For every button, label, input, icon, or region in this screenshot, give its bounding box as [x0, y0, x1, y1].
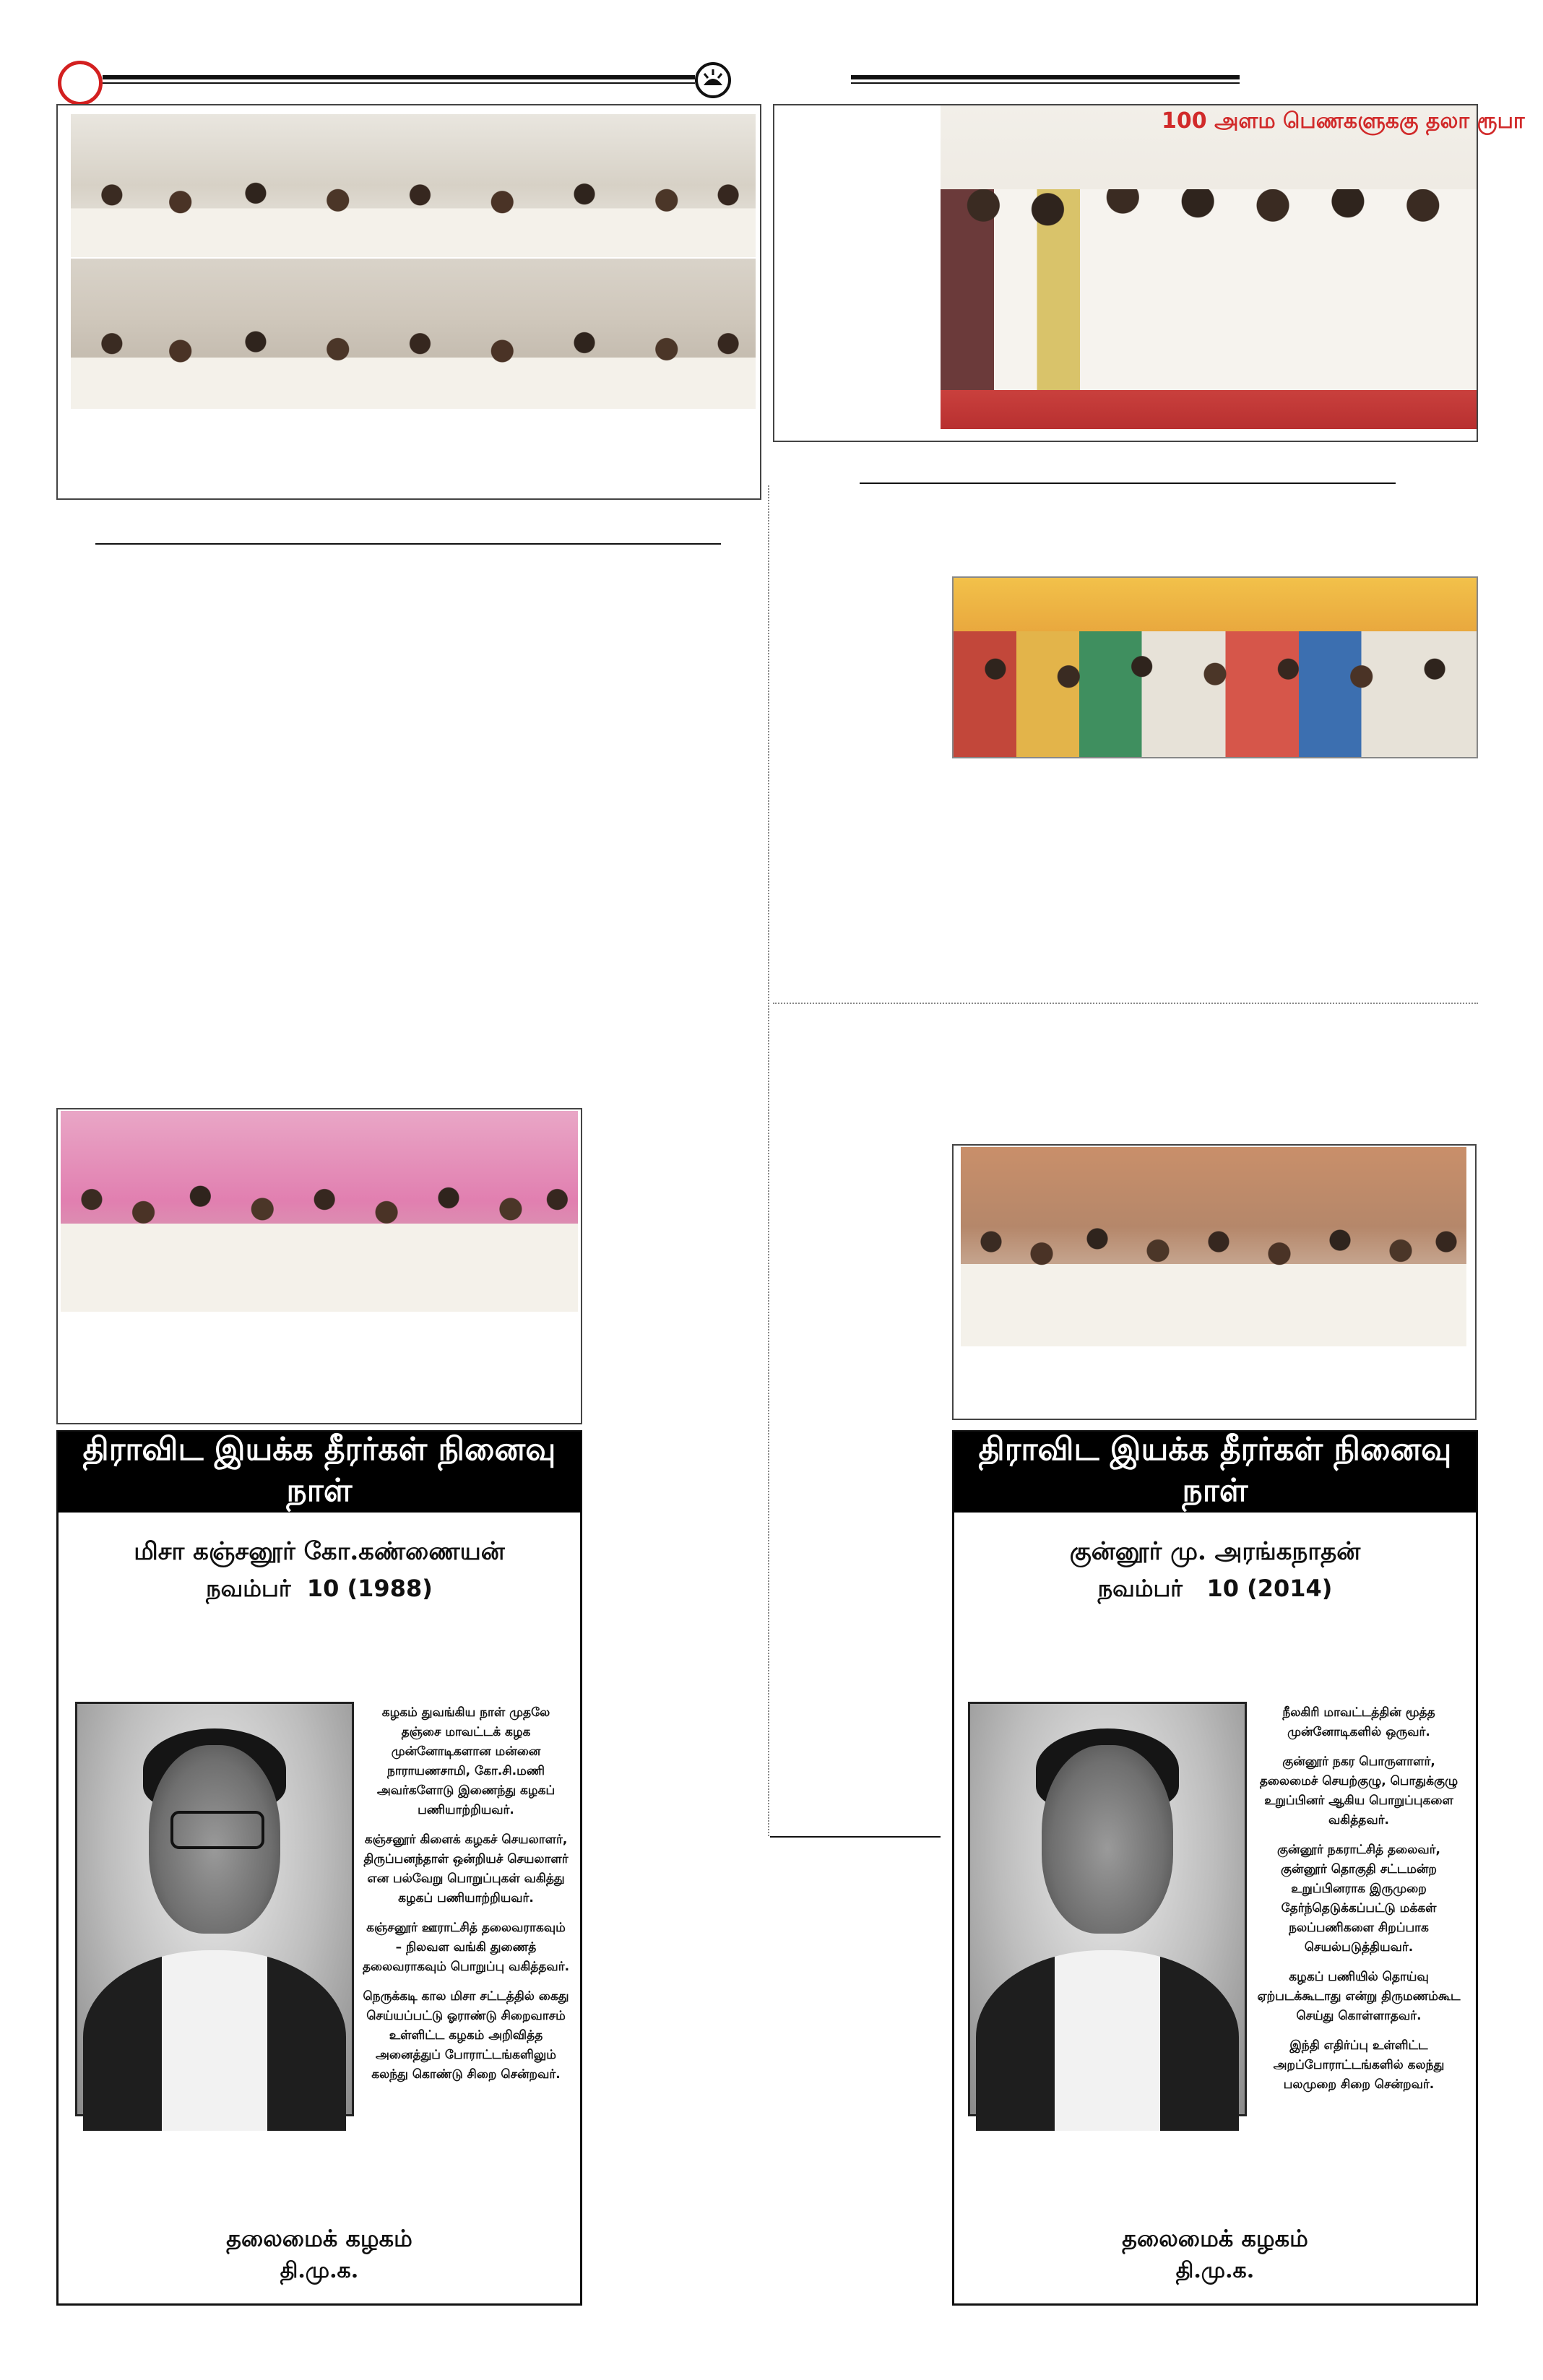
photo-pink-room-group — [61, 1111, 578, 1312]
memorial-sign-2-line1: தலைமைக் கழகம் — [1122, 2225, 1308, 2252]
article-rule-left — [95, 543, 721, 545]
memorial-bio-1-para: கழகம் துவங்கிய நாள் முதலே தஞ்சை மாவட்டக் கழக முன்னோடிகளான மன்னை நாராயணசாமி, கோ.சி.மணி அவர்களோடு இணைந்து கழகப் பணியாற்றியவர். — [376, 1705, 556, 1817]
stage-banner-text: 100 அளம பெணகளுககு தலா ரூபா — [1162, 108, 1525, 134]
memorial-portrait-2 — [968, 1702, 1247, 2116]
memorial-bio-2-para: குன்னூர் நகர பொருளாளர், தலைமைச் செயற்குழு, பொதுக்குழு உறுப்பினர் ஆகிய பொறுப்புகளை வகித்தவர். — [1259, 1754, 1458, 1827]
memorial-date-1: நவம்பர் 10 (1988) — [206, 1575, 433, 1602]
memorial-bio-1 — [361, 1703, 571, 2095]
memorial-bio-1-para: கஞ்சனூர் கிளைக் கழகச் செயலாளர், திருப்பனந்தாள் ஒன்றியச் செயலாளர் என பல்வேறு பொறுப்புகள் வகித்து கழகப் பணியாற்றியவர். — [363, 1832, 569, 1905]
photo-handover-group — [961, 1147, 1466, 1346]
memorial-bio-1-para: நெருக்கடி கால மிசா சட்டத்தில் கைது செய்யப்பட்டு ஓராண்டு சிறைவாசம் உள்ளிட்ட கழகம் அறிவித்த அனைத்துப் போராட்டங்களிலும் கலந்து கொண்டு சிறை சென்றவர். — [363, 1989, 569, 2082]
rising-sun-emblem-icon — [695, 62, 731, 98]
article-rule-right — [860, 483, 1396, 484]
header-rule-left-thin — [103, 82, 695, 84]
short-rule-right — [770, 1836, 941, 1838]
memorial-sign-2-line2: தி.மு.க. — [1175, 2258, 1255, 2283]
header-rule-left — [103, 75, 695, 79]
photo-stage-event — [941, 105, 1525, 429]
memorial-date-2: நவம்பர் 10 (2014) — [1097, 1575, 1333, 1602]
memorial-bio-2 — [1254, 1703, 1464, 2105]
memorial-bio-2-para: நீலகிரி மாவட்டத்தின் மூத்த முன்னோடிகளில் ஒருவர். — [1282, 1705, 1435, 1739]
photo-distribution-event — [952, 576, 1478, 758]
memorial-bio-2-para: இந்தி எதிர்ப்பு உள்ளிட்ட அறப்போராட்டங்களில் கலந்து பலமுறை சிறை சென்றவர். — [1273, 2038, 1445, 2092]
section-divider-right — [773, 1003, 1478, 1004]
memorial-bio-2-para: குன்னூர் நகராட்சித் தலைவர், குன்னூர் தொகுதி சட்டமன்ற உறுப்பினராக இருமுறை தேர்ந்தெடுக்கப்பட்டு மக்கள் நலப்பணிகளை சிறப்பாக செயல்படுத்தியவர். — [1277, 1843, 1440, 1955]
memorial-sign-1-line1: தலைமைக் கழகம் — [226, 2225, 412, 2252]
header-rule-right-thin — [851, 82, 1240, 84]
memorial-name-2: குன்னூர் மு. அரங்கநாதன் — [1069, 1537, 1361, 1566]
photo-meeting-hall-top — [71, 114, 756, 257]
memorial-portrait-1 — [75, 1702, 354, 2116]
memorial-banner-1: திராவிட இயக்க தீரர்கள் நினைவு நாள் — [58, 1432, 581, 1513]
memorial-banner-2: திராவிட இயக்க தீரர்கள் நினைவு நாள் — [954, 1432, 1477, 1513]
memorial-bio-2-para: கழகப் பணியில் தொய்வு ஏற்படக்கூடாது என்று திருமணம்கூட செய்து கொள்ளாதவர். — [1257, 1970, 1461, 2023]
header-rule-right — [851, 75, 1240, 79]
memorial-sign-1-line2: தி.மு.க. — [280, 2258, 359, 2283]
memorial-name-1: மிசா கஞ்சனூர் கோ.கண்ணையன் — [134, 1537, 505, 1566]
memorial-bio-1-para: கஞ்சனூர் ஊராட்சித் தலைவராகவும் – நிலவள வங்கி துணைத் தலைவராகவும் பொறுப்பு வகித்தவர். — [362, 1921, 570, 1974]
column-divider — [768, 485, 769, 1836]
header-logo-circle — [58, 61, 103, 105]
photo-meeting-hall-bottom — [71, 259, 756, 409]
